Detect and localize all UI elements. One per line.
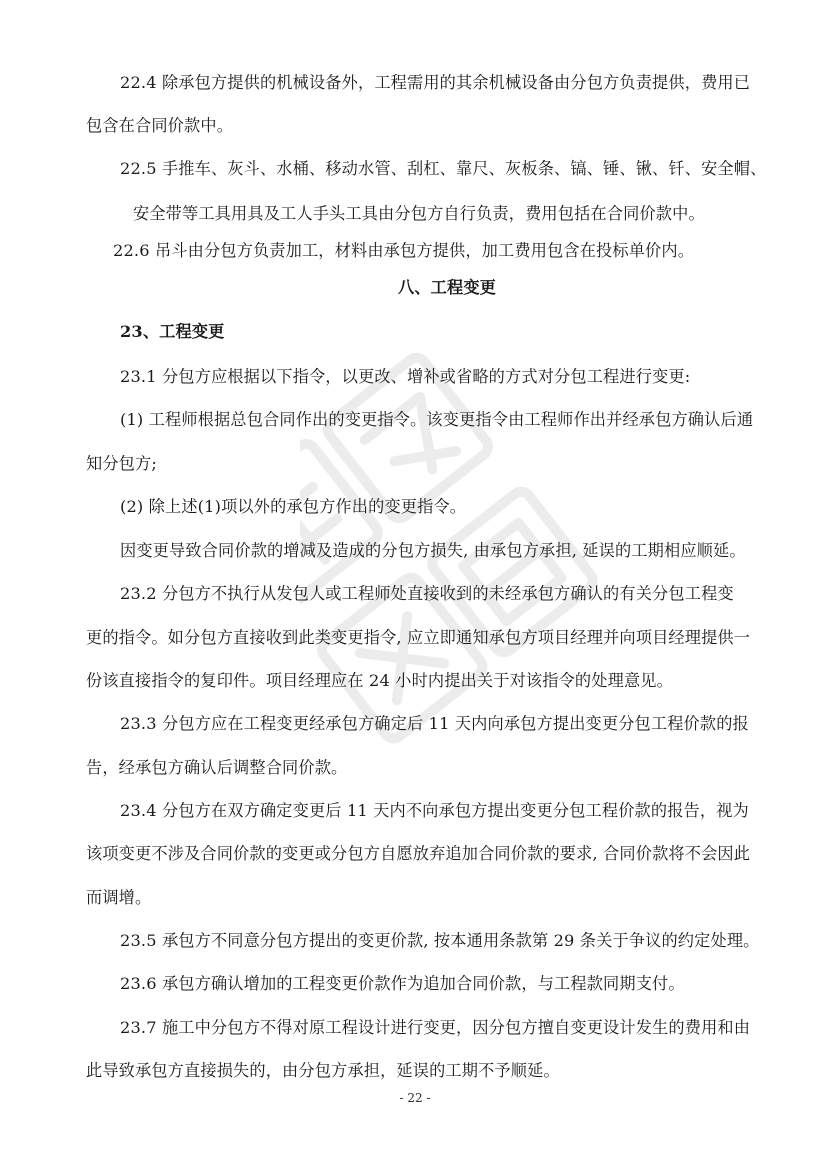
clause-23-4-line-2: 该项变更不涉及合同价款的变更或分包方自愿放弃追加合同价款的要求, 合同价款将不会因此: [86, 844, 751, 863]
clause-22-5-line-1: 22.5 手推车、灰斗、水桶、移动水管、刮杠、靠尺、灰板条、镐、锤、锹、钎、安全帽、: [120, 159, 767, 178]
clause-23-4-line-1: 23.4 分包方在双方确定变更后 11 天内不向承包方提出变更分包工程价款的报告，视为: [120, 801, 749, 820]
clause-23-2-line-3: 份该直接指令的复印件。项目经理应在 24 小时内提出关于对该指令的处理意见。: [86, 671, 673, 690]
clause-23-heading: 23、工程变更: [120, 322, 225, 341]
section-title: 八、工程变更: [398, 278, 497, 297]
clause-23-2-line-1: 23.2 分包方不执行从发包人或工程师处直接收到的未经承包方确认的有关分包工程变: [120, 584, 734, 603]
clause-23-4-line-3: 而调增。: [86, 888, 152, 907]
clause-23-1-item-1-line-2: 知分包方;: [86, 454, 157, 473]
watermark-graphic: [300, 300, 720, 1000]
clause-23-7-line-1: 23.7 施工中分包方不得对原工程设计进行变更，因分包方擅自变更设计发生的费用和由: [120, 1018, 751, 1037]
clause-23-3-line-1: 23.3 分包方应在工程变更经承包方确定后 11 天内向承包方提出变更分包工程价款的报: [120, 714, 749, 733]
clause-23-1-item-2: (2) 除上述(1)项以外的承包方作出的变更指令。: [120, 497, 467, 516]
clause-22-6-line-1: 22.6 吊斗由分包方负责加工，材料由承包方提供，加工费用包含在投标单价内。: [113, 241, 695, 260]
clause-23-1: 23.1 分包方应根据以下指令，以更改、增补或省略的方式对分包工程进行变更:: [120, 367, 691, 386]
page-number: - 22 -: [399, 1091, 431, 1105]
clause-23-3-line-2: 告，经承包方确认后调整合同价款。: [86, 758, 348, 777]
clause-23-7-line-2: 此导致承包方直接损失的，由分包方承担，延误的工期不予顺延。: [86, 1061, 560, 1080]
clause-23-5: 23.5 承包方不同意分包方提出的变更价款, 按本通用条款第 29 条关于争议的约定处理。: [120, 931, 760, 950]
clause-22-4-line-2: 包含在合同价款中。: [86, 116, 234, 135]
clause-22-5-line-2: 安全带等工具用具及工人手头工具由分包方自行负责，费用包括在合同价款中。: [133, 204, 705, 223]
clause-23-consequence: 因变更导致合同价款的增减及造成的分包方损失, 由承包方承担, 延误的工期相应顺延。: [120, 541, 746, 560]
clause-22-4-line-1: 22.4 除承包方提供的机械设备外，工程需用的其余机械设备由分包方负责提供，费用已: [120, 73, 751, 92]
clause-23-2-line-2: 更的指令。如分包方直接收到此类变更指令, 应立即通知承包方项目经理并向项目经理提供一: [86, 628, 751, 647]
clause-23-1-item-1-line-1: (1) 工程师根据总包合同作出的变更指令。该变更指令由工程师作出并经承包方确认后通: [120, 410, 754, 429]
clause-23-6: 23.6 承包方确认增加的工程变更价款作为追加合同价款，与工程款同期支付。: [120, 974, 685, 993]
